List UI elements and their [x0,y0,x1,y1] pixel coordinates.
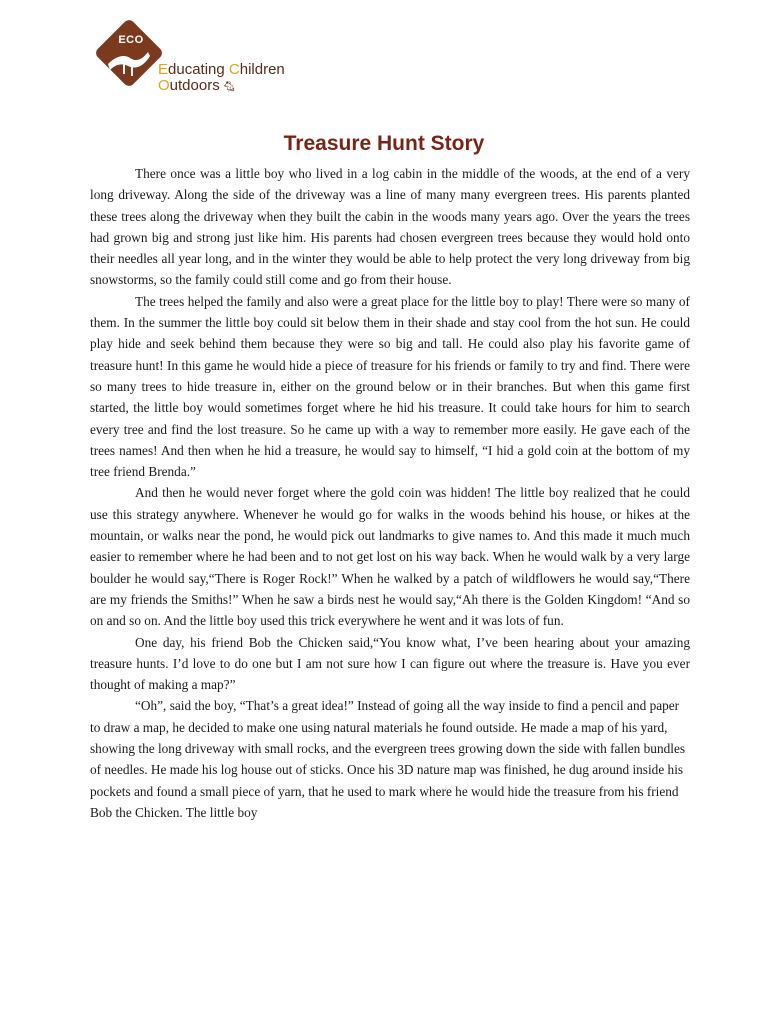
story-body [90,163,690,823]
org-name: Educating Children Outdoors 🐁︎ [158,61,285,94]
paragraph: And then he would never forget where the gold coin was hidden! The little boy realized that he could use this strategy anywhere. Whenever he would go for walks in the woods behind his house, or hikes at the mountain, or walks near the pond, he would pick out landmarks to give names to. And this made it much much easier to remember where he had been and to not get lost on his way back. When he would walk by a very large boulder he would say,“There is Roger Rock!” When he walked by a patch of wildflowers he would say,“There are my friends the Smiths!” When he saw a birds nest he would say,“Ah there is the Golden Kingdom! “And so on and so on. And the little boy used this trick everywhere he went and it was lots of fun. [90,485,690,629]
paragraph: The trees helped the family and also were a great place for the little boy to play! There were so many of them. In the summer the little boy could sit below them in their shade and stay cool from the hot sun. He could play hide and seek behind them because they were so big and tall. He could also play his favorite game of treasure hunt! In this game he would hide a piece of treasure for his friends or family to try and find. There were so many trees to hide treasure in, either on the ground below or in their branches. But when this game first started, the little boy would sometimes forget where he hid his treasure. It could take hours for him to search every tree and find the lost treasure. So he came up with a way to remember more easily. He gave each of the trees names! And then when he hid a treasure, he would say to himself, “I hid a gold coin at the bottom of my tree friend Brenda.” [90,293,690,480]
paragraph: One day, his friend Bob the Chicken said,“You know what, I’ve been hearing about your amazing treasure hunts. I’d love to do one but I am not sure how I can figure out where the treasure is. Have you ever thought of making a map?” [90,634,690,693]
page-title: Treasure Hunt Story [283,132,485,155]
paragraph: There once was a little boy who lived in a log cabin in the middle of the woods, at the end of a very long driveway. Along the side of the driveway was a line of many many evergreen trees. His parents planted these trees along the driveway when they built the cabin in the woods many years ago. Over the years the trees had grown big and strong just like him. His parents had chosen evergreen trees because they would hold onto their needles all year long, and in the winter they would be able to help protect the very long driveway from big snowstorms, so the family could still come and go from their house. [90,166,690,288]
eco-badge-text: ECO [118,34,144,46]
eco-diamond-icon [94,20,164,100]
eco-logo [94,20,304,100]
mouse-icon: 🐁︎ [222,82,236,93]
paragraph: “Oh”, said the boy, “That’s a great idea!” Instead of going all the way inside to find a pencil and paper to draw a map, he decided to make one using natural materials he found outside. He made a map of his yard, showing the long driveway with small rocks, and the evergreen trees growing down the side with fallen bundles of needles. He made his log house out of sticks. Once his 3D nature map was finished, he dug around inside his pockets and found a small piece of yarn, that he used to mark where he would hide the treasure from his friend Bob the Chicken. The little boy [90,698,686,820]
